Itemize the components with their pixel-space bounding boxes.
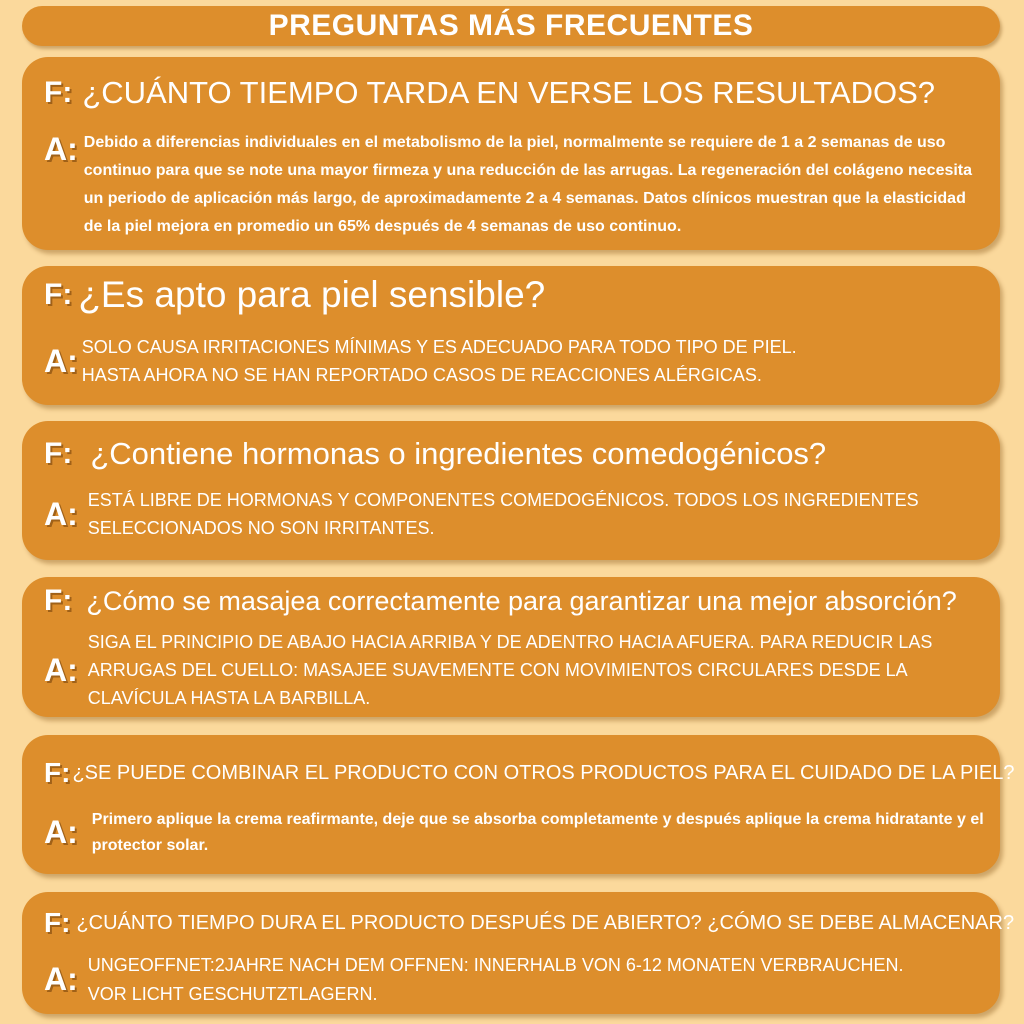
faq-answer	[88, 629, 933, 713]
answer-marker: A:	[44, 343, 78, 380]
question-marker: F:	[44, 278, 73, 311]
faq-answer-line: ARRUGAS DEL CUELLO: MASAJEE SUAVEMENTE CON MOVIMIENTOS CIRCULARES DESDE LA	[87, 659, 908, 680]
faq-answer-line: SIGA EL PRINCIPIO DE ABAJO HACIA ARRIBA Y DE ADENTRO HACIA AFUERA. PARA REDUCIR LAS	[87, 632, 933, 652]
faq-question: ¿CUÁNTO TIEMPO DURA EL PRODUCTO DESPUÉS DE ABIERTO? ¿CÓMO SE DEBE ALMACENAR?	[76, 911, 1015, 934]
faq-answer-row	[44, 629, 932, 713]
faq-question: ¿Contiene hormonas o ingredientes comedogénicos?	[90, 436, 827, 471]
faq-card-shelf-life	[22, 892, 1015, 1014]
question-marker: F:	[44, 907, 71, 938]
faq-question: ¿Cómo se masajea correctamente para garantizar una mejor absorción?	[86, 585, 957, 616]
faq-answer: Primero aplique la crema reafirmante, deje que se absorba completamente y después aplique la crema hidratante y el protector solar.	[91, 811, 984, 854]
question-marker: F:	[44, 584, 73, 617]
page-title: PREGUNTAS MÁS FRECUENTES	[268, 9, 754, 42]
faq-answer-line: SOLO CAUSA IRRITACIONES MÍNIMAS Y ES ADECUADO PARA TODO TIPO DE PIEL.	[81, 337, 797, 357]
answer-marker: A:	[44, 652, 78, 689]
faq-card-hormones	[22, 421, 1000, 560]
faq-question-row	[44, 274, 545, 316]
faq-card-sensitive-skin	[22, 266, 1000, 405]
faq-question-row	[44, 757, 1015, 789]
faq-answer-line: HASTA AHORA NO SE HAN REPORTADO CASOS DE REACCIONES ALÉRGICAS.	[81, 364, 762, 385]
faq-question-row	[44, 75, 935, 111]
faq-question: ¿Es apto para piel sensible?	[78, 274, 546, 315]
faq-answer-line: VOR LICHT GESCHUTZTLAGERN.	[87, 983, 378, 1004]
question-marker: F:	[44, 76, 73, 109]
faq-answer	[88, 487, 919, 543]
answer-marker: A:	[44, 814, 78, 851]
faq-answer-line: ESTÁ LIBRE DE HORMONAS Y COMPONENTES COMEDOGÉNICOS. TODOS LOS INGREDIENTES	[87, 490, 919, 510]
faq-question-row	[44, 907, 1014, 939]
question-marker: F:	[44, 437, 73, 470]
faq-question: ¿SE PUEDE COMBINAR EL PRODUCTO CON OTROS PRODUCTOS PARA EL CUIDADO DE LA PIEL?	[72, 761, 1015, 784]
faq-answer: Debido a diferencias individuales en el metabolismo de la piel, normalmente se requiere de 1 a 2 semanas de uso continuo para que se note una mayor firmeza y una reducción de las arrugas. La regeneración del colágeno necesita un periodo de aplicación más largo, de aproximadamente 2 a 4 semanas. Datos clínicos muestran que la elasticidad de la piel mejora en promedio un 65% después de 4 semanas de uso continuo.	[83, 134, 973, 235]
faq-answer-row	[44, 487, 919, 543]
faq-question: ¿CUÁNTO TIEMPO TARDA EN VERSE LOS RESULTADOS?	[82, 75, 936, 110]
answer-marker: A:	[44, 131, 78, 167]
faq-answer-line: SELECCIONADOS NO SON IRRITANTES.	[87, 517, 435, 538]
faq-answer	[88, 951, 904, 1009]
faq-card-results-time	[22, 57, 1000, 250]
faq-title-bar	[22, 6, 1000, 46]
faq-card-massage	[22, 577, 1000, 717]
faq-answer	[82, 334, 797, 390]
answer-marker: A:	[44, 496, 78, 533]
faq-question-row	[44, 436, 826, 472]
faq-answer-row	[44, 334, 797, 390]
question-marker: F:	[44, 757, 71, 788]
faq-card-combine-products	[22, 735, 1015, 874]
faq-answer-line: UNGEOFFNET:2JAHRE NACH DEM OFFNEN: INNERHALB VON 6-12 MONATEN VERBRAUCHEN.	[87, 955, 904, 975]
faq-answer-row	[44, 951, 904, 1009]
faq-answer-row	[44, 129, 984, 241]
answer-marker: A:	[44, 961, 78, 998]
faq-answer-line: CLAVÍCULA HASTA LA BARBILLA.	[87, 687, 371, 708]
faq-answer-row	[44, 807, 1002, 858]
faq-question-row	[44, 584, 957, 618]
